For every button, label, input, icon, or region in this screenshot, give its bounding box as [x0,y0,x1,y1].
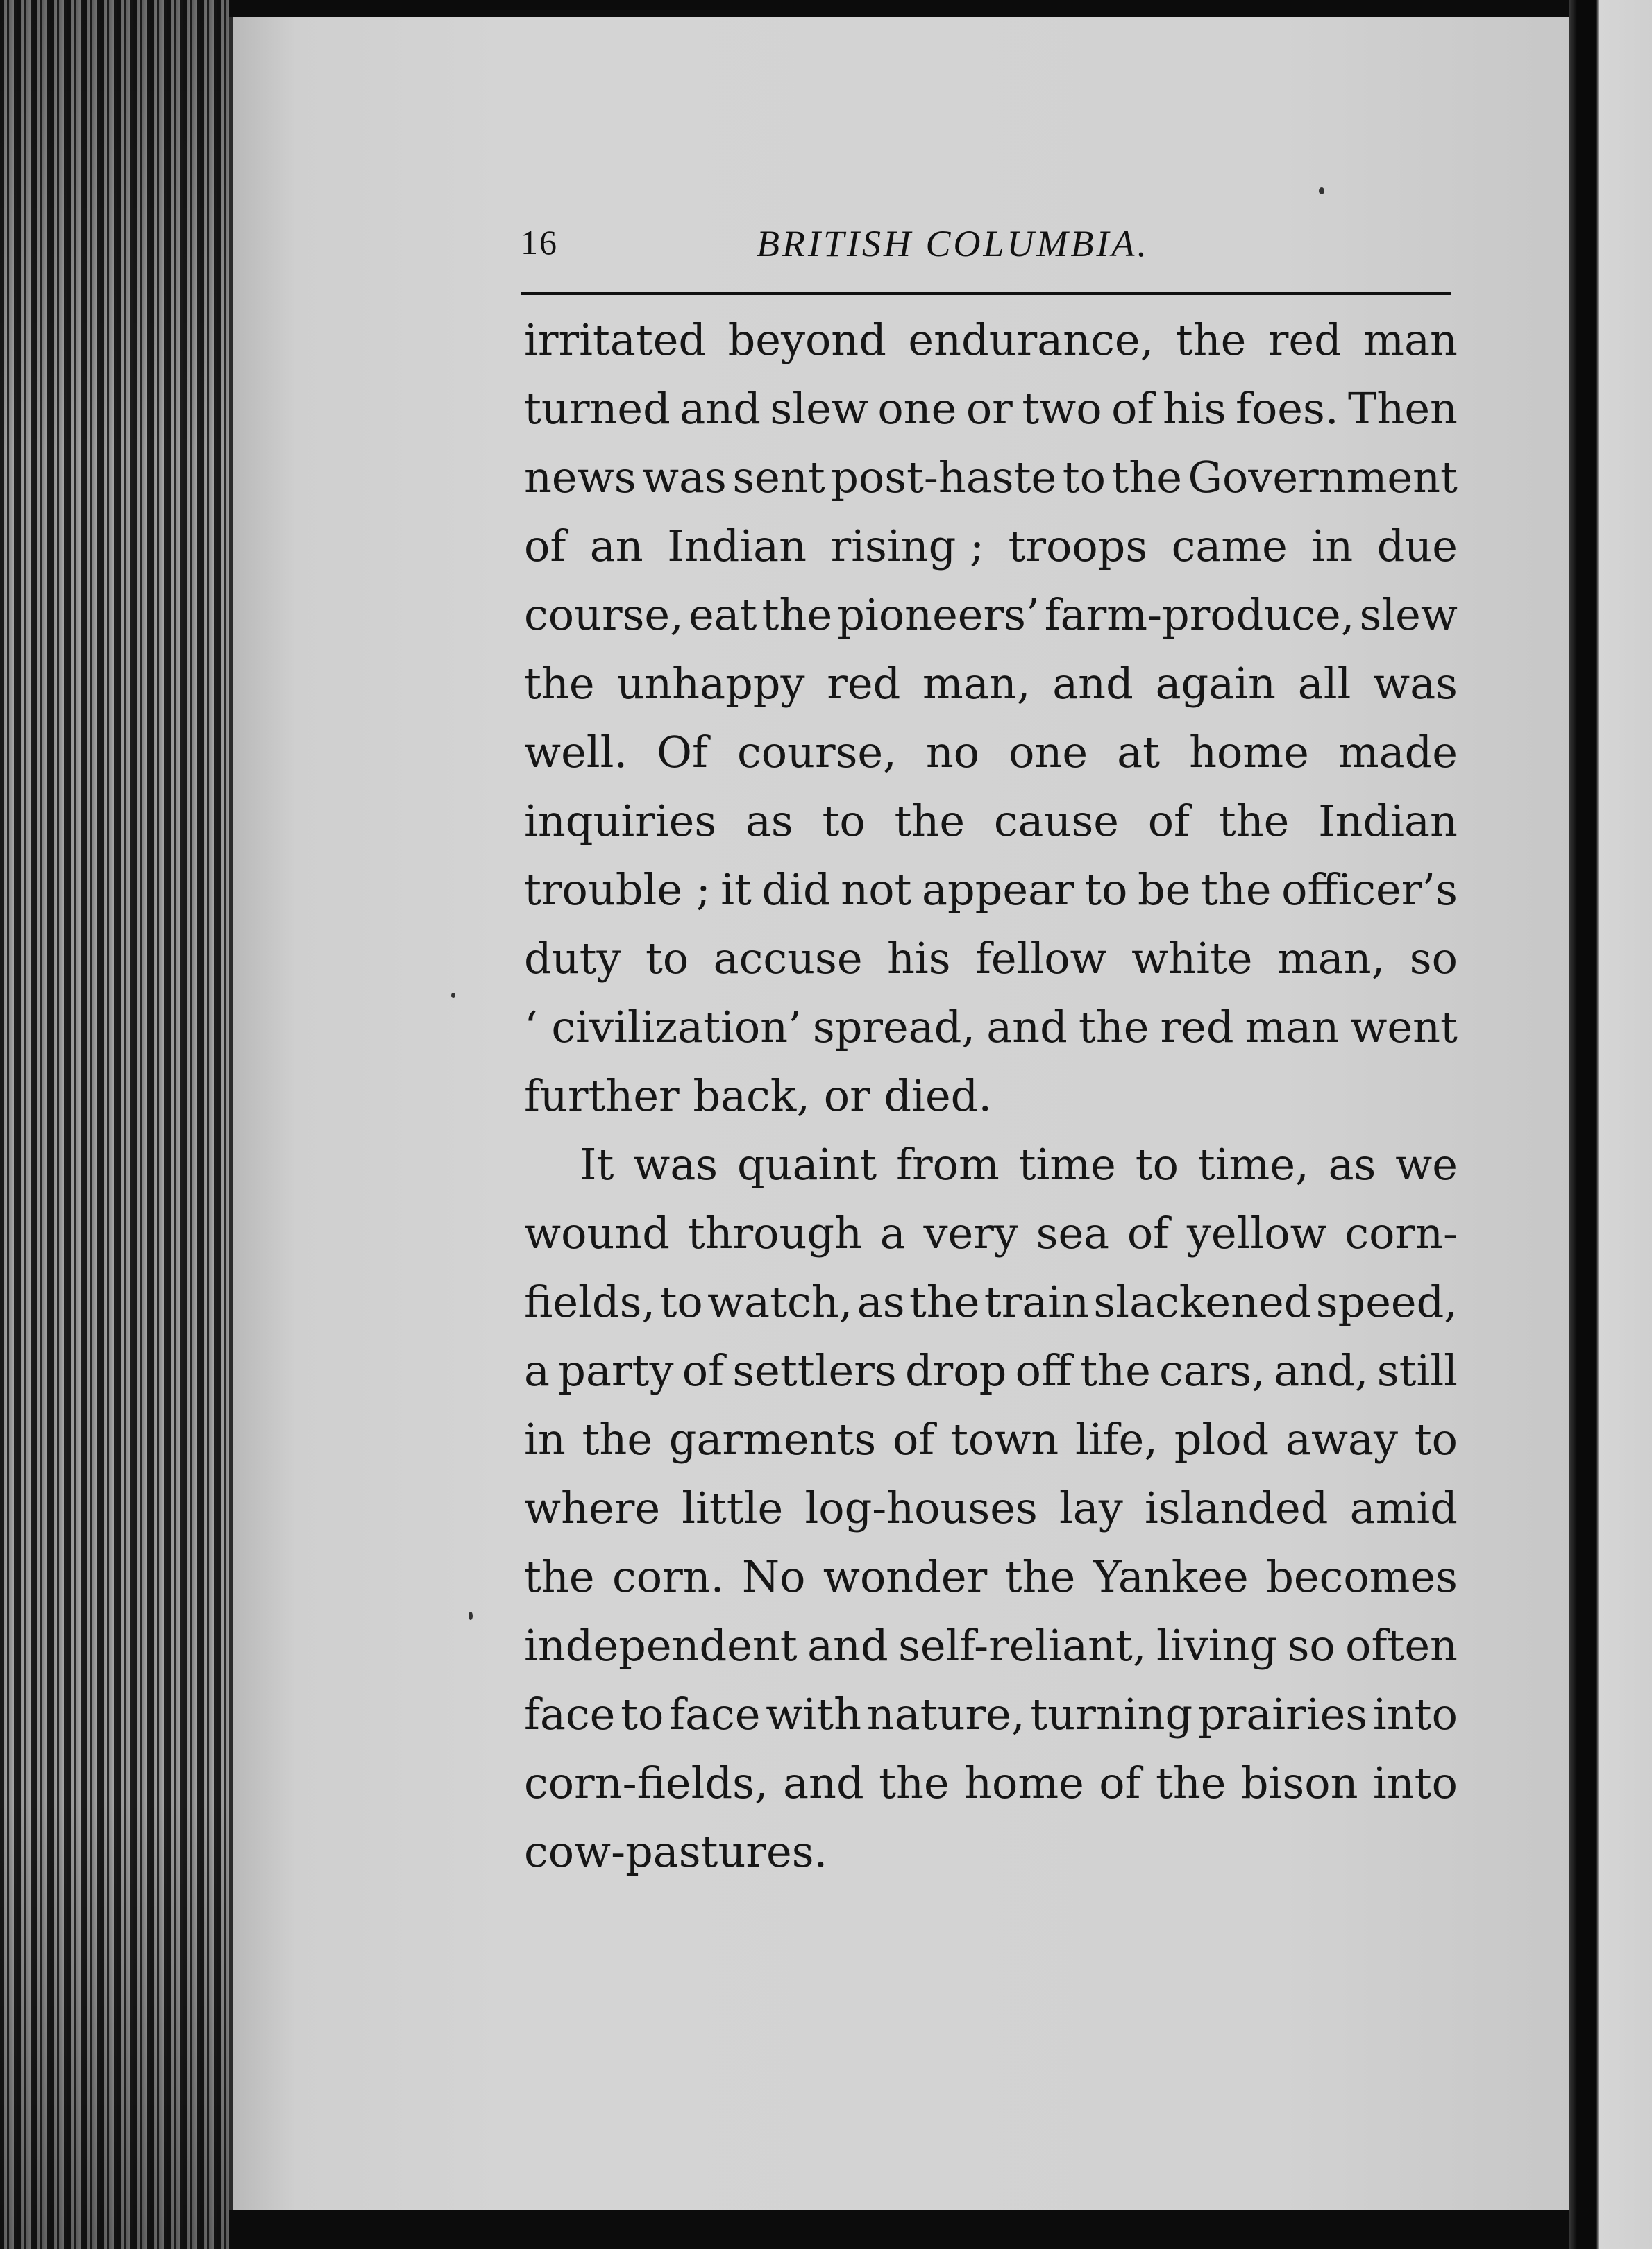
word: bison [1240,1758,1358,1808]
word: plod [1174,1414,1270,1465]
word: yellow [1186,1208,1327,1258]
word: the [1111,452,1182,503]
word: to [645,933,689,984]
word: little [682,1483,784,1533]
word: we [1395,1139,1458,1190]
word: red [827,658,901,709]
word: so [1287,1620,1335,1671]
word: no [925,727,980,777]
word: his [1162,383,1227,434]
word: and [986,1002,1068,1052]
word: duty [524,933,621,984]
word: man, [922,658,1031,709]
word: fellow [975,933,1107,984]
word: ‘ civilization’ [524,1002,802,1052]
word: red [1160,1002,1234,1052]
word: inquiries [524,795,717,846]
text-line [524,718,1458,786]
page-number: 16 [521,223,558,262]
word: town [950,1414,1059,1465]
word: Of [657,727,708,777]
ink-speck [1319,187,1324,194]
word: corn. [612,1551,725,1602]
text-line [524,924,1458,993]
word: party [558,1345,674,1396]
text-line [524,1817,1458,1886]
text-line [524,1130,1458,1199]
word: speed, [1315,1277,1458,1327]
word: and [807,1620,888,1671]
word: away [1285,1414,1399,1465]
text-line [524,1542,1458,1611]
word: sent [732,452,825,503]
word: often [1345,1620,1458,1671]
word: very [923,1208,1018,1258]
word: cause [993,795,1119,846]
word: It [580,1139,614,1190]
word: and, [1274,1345,1369,1396]
word: face [524,1689,616,1740]
word: of [1127,1208,1170,1258]
paragraph [524,305,1458,1130]
word: so [1409,933,1458,984]
word: the [1175,314,1247,365]
word: Indian [667,521,807,571]
header-rule [521,292,1451,295]
word: it [720,864,752,915]
word: man, [1276,933,1385,984]
word: the [1155,1758,1227,1808]
word: as [1328,1139,1376,1190]
word: as [745,795,793,846]
word: the [524,1551,595,1602]
word: or [966,383,1013,434]
word: be [1138,864,1191,915]
running-head: BRITISH COLUMBIA. [757,223,1149,264]
word: in [1311,521,1354,571]
text-line [524,1611,1458,1680]
word: the [1080,1345,1151,1396]
word: slackened [1093,1277,1312,1327]
page-edges [0,0,229,2249]
word: cars, [1159,1345,1265,1396]
word: and [783,1758,864,1808]
text-line [524,374,1458,443]
word: man [1363,314,1458,365]
word: to [659,1277,703,1327]
word: trouble ; [524,864,711,915]
word: wound [524,1208,670,1258]
word: at [1117,727,1161,777]
word: slew [1359,589,1458,640]
word: home [964,1758,1084,1808]
word: nature, [866,1689,1025,1740]
word: time, [1197,1139,1309,1190]
body-text [524,305,1458,1886]
word: one [877,383,957,434]
word: appear [922,864,1074,915]
word: news [524,452,637,503]
word: further back, or died. [524,1070,993,1121]
word: went [1350,1002,1458,1052]
word: the [1201,864,1272,915]
word: endurance, [908,314,1154,365]
word: time [1018,1139,1116,1190]
word: of [892,1414,935,1465]
word: becomes [1266,1551,1458,1602]
paragraph [524,1130,1458,1886]
word: No [741,1551,806,1602]
word: an [589,521,643,571]
word: with [766,1689,861,1740]
word: to [1135,1139,1179,1190]
word: quaint [736,1139,877,1190]
word: train [984,1277,1090,1327]
word: fields, [524,1277,656,1327]
word: self-reliant, [898,1620,1147,1671]
word: drop [904,1345,1007,1396]
word: foes. [1236,383,1339,434]
word: eat [688,589,757,640]
word: corn-fields, [524,1758,768,1808]
word: troops [1008,521,1148,571]
word: his [886,933,951,984]
word: rising ; [830,521,984,571]
word: corn- [1345,1208,1458,1258]
text-line [524,1267,1458,1336]
word: and [1052,658,1133,709]
word: and [680,383,761,434]
text-line [524,1336,1458,1405]
word: garments [668,1414,877,1465]
word: the [1218,795,1290,846]
word: Then [1348,383,1458,434]
word: two [1022,383,1102,434]
word: wonder [823,1551,988,1602]
word: home [1189,727,1309,777]
word: white [1131,933,1253,984]
text-line [524,512,1458,580]
word: watch, [707,1277,853,1327]
word: well. [524,727,628,777]
text-line [524,1061,1458,1130]
word: did [761,864,831,915]
word: from [896,1139,1000,1190]
word: post-haste [831,452,1057,503]
word: to [1414,1414,1458,1465]
word: accuse [713,933,863,984]
word: of [1099,1758,1141,1808]
word: cow-pastures. [524,1826,828,1877]
word: officer’s [1281,864,1458,915]
word: prairies [1198,1689,1368,1740]
word: of [1111,383,1154,434]
word: not [841,864,912,915]
word: the [1078,1002,1149,1052]
word: sea [1036,1208,1110,1258]
word: turned [524,383,671,434]
word: into [1372,1758,1458,1808]
word: came [1171,521,1288,571]
word: off [1015,1345,1072,1396]
word: to [1062,452,1106,503]
word: beyond [727,314,886,365]
ink-speck [451,993,455,998]
text-line [524,1680,1458,1749]
word: was [1373,658,1458,709]
word: still [1376,1345,1458,1396]
word: through [687,1208,863,1258]
word: Indian [1318,795,1458,846]
word: spread, [812,1002,976,1052]
word: the [909,1277,980,1327]
ink-speck [469,1612,473,1620]
text-line [524,649,1458,718]
word: the [894,795,966,846]
word: Yankee [1093,1551,1249,1602]
word: in [524,1414,566,1465]
word: face [669,1689,761,1740]
word: of [682,1345,725,1396]
word: Government [1188,452,1458,503]
word: to [822,795,866,846]
word: irritated [524,314,707,365]
word: again [1155,658,1276,709]
word: into [1372,1689,1458,1740]
text-line [524,1405,1458,1474]
word: log-houses [804,1483,1038,1533]
text-line [524,993,1458,1061]
text-line [524,580,1458,649]
word: slew [770,383,868,434]
text-line [524,1749,1458,1817]
text-line [524,1474,1458,1542]
word: the [524,658,595,709]
word: amid [1349,1483,1458,1533]
word: of [524,521,566,571]
word: independent [524,1620,798,1671]
word: the [582,1414,653,1465]
word: settlers [732,1345,897,1396]
word: as [857,1277,905,1327]
text-line [524,855,1458,924]
word: lay [1059,1483,1123,1533]
word: the [879,1758,950,1808]
word: a [879,1208,906,1258]
word: turning [1030,1689,1193,1740]
word: farm-produce, [1044,589,1355,640]
word: was [642,452,727,503]
text-line [524,1199,1458,1267]
text-line [524,443,1458,512]
word: the [761,589,833,640]
word: where [524,1483,661,1533]
word: one [1009,727,1088,777]
binding-gutter [1569,0,1652,2249]
word: unhappy [616,658,805,709]
word: the [1004,1551,1076,1602]
word: course, [736,727,897,777]
word: a [524,1345,550,1396]
word: life, [1074,1414,1158,1465]
text-line [524,305,1458,374]
word: man [1245,1002,1340,1052]
word: living [1156,1620,1278,1671]
word: all [1297,658,1351,709]
word: islanded [1145,1483,1329,1533]
word: of [1147,795,1190,846]
text-line [524,786,1458,855]
word: to [1084,864,1128,915]
word: due [1376,521,1458,571]
word: to [621,1689,664,1740]
word: red [1267,314,1342,365]
word: made [1338,727,1458,777]
page-header [521,222,1451,278]
word: pioneers’ [837,589,1040,640]
word: course, [524,589,684,640]
word: was [633,1139,718,1190]
